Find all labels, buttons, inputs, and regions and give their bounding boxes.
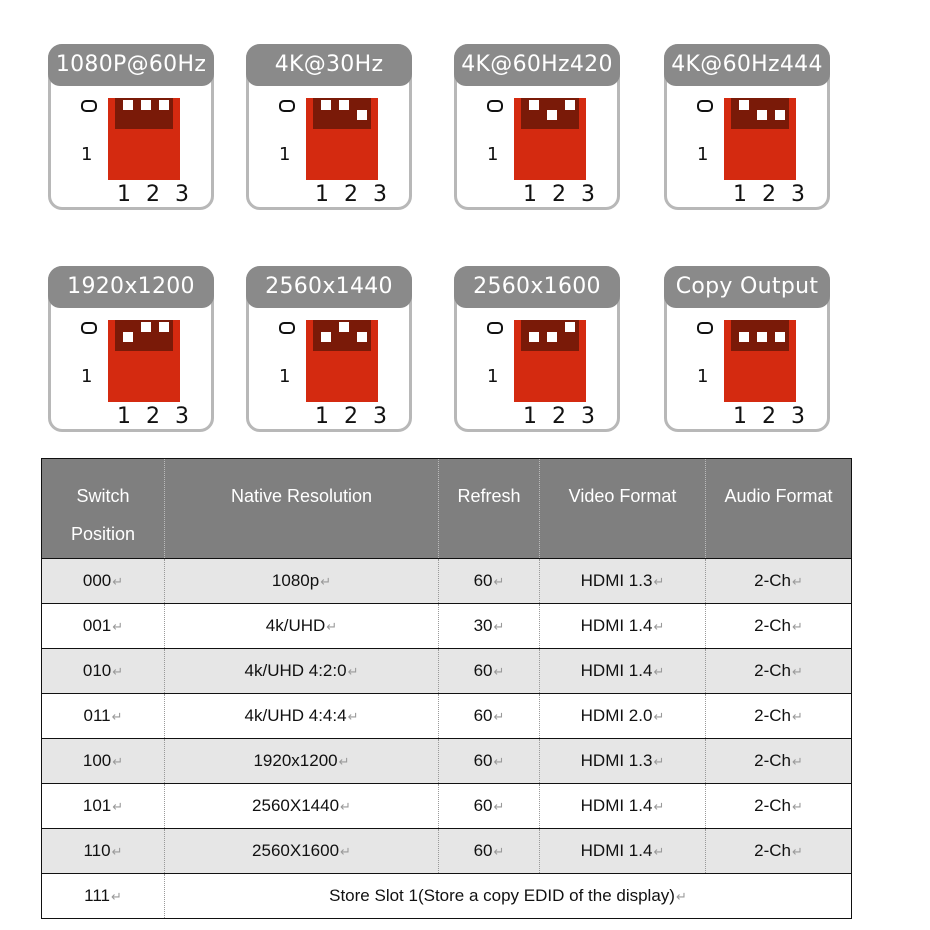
dip-switch-knob	[529, 332, 539, 342]
off-position-label	[487, 322, 503, 334]
switch-numbers: 1 2 3	[315, 404, 391, 429]
cell-video-format: HDMI 1.4↵	[540, 649, 706, 694]
on-position-label: 1	[697, 144, 709, 165]
dip-switch-icon	[724, 320, 796, 402]
cell-native-resolution: 4k/UHD↵	[165, 604, 439, 649]
cell-refresh: 60↵	[439, 649, 540, 694]
cell-video-format: HDMI 1.4↵	[540, 784, 706, 829]
off-position-label	[81, 100, 97, 112]
cell-switch-position: 000↵	[42, 559, 165, 604]
dip-switch-icon	[514, 98, 586, 180]
off-position-label	[279, 100, 295, 112]
cell-audio-format: 2-Ch↵	[706, 649, 852, 694]
dip-switch-knob	[357, 332, 367, 342]
dip-card	[454, 44, 620, 210]
dip-switch-knob	[339, 322, 349, 332]
dip-switch-knob	[565, 322, 575, 332]
on-position-label: 1	[697, 366, 709, 387]
cell-video-format: HDMI 1.3↵	[540, 559, 706, 604]
cell-native-resolution: 4k/UHD 4:4:4↵	[165, 694, 439, 739]
dip-card-title: 4K@60Hz444	[664, 44, 830, 86]
cell-switch-position: 101↵	[42, 784, 165, 829]
dip-switch-icon	[306, 98, 378, 180]
dip-switch-knob	[357, 110, 367, 120]
off-position-label	[279, 322, 295, 334]
dip-card-title: 4K@30Hz	[246, 44, 412, 86]
dip-card	[246, 44, 412, 210]
cell-audio-format: 2-Ch↵	[706, 829, 852, 874]
switch-numbers: 1 2 3	[733, 182, 809, 207]
cell-refresh: 60↵	[439, 559, 540, 604]
cell-switch-position: 011↵	[42, 694, 165, 739]
header-native-resolution: Native Resolution	[165, 459, 439, 559]
dip-switch-icon	[108, 320, 180, 402]
dip-switch-icon	[514, 320, 586, 402]
cell-switch-position: 100↵	[42, 739, 165, 784]
cell-refresh: 60↵	[439, 739, 540, 784]
on-position-label: 1	[81, 144, 93, 165]
cell-native-resolution: 2560X1440↵	[165, 784, 439, 829]
dip-card-title: 1080P@60Hz	[48, 44, 214, 86]
dip-switch-knob	[565, 100, 575, 110]
off-position-label	[697, 100, 713, 112]
dip-card-title: 1920x1200	[48, 266, 214, 308]
dip-switch-knob	[159, 100, 169, 110]
table-row	[42, 874, 852, 919]
table-row	[42, 829, 852, 874]
dip-card-title: 2560x1600	[454, 266, 620, 308]
switch-numbers: 1 2 3	[523, 404, 599, 429]
dip-switch-knob	[739, 332, 749, 342]
dip-switch-knob	[339, 100, 349, 110]
on-position-label: 1	[487, 366, 499, 387]
header-video-format: Video Format	[540, 459, 706, 559]
cell-refresh: 60↵	[439, 694, 540, 739]
cell-native-resolution: 4k/UHD 4:2:0↵	[165, 649, 439, 694]
cell-native-resolution: 2560X1600↵	[165, 829, 439, 874]
on-position-label: 1	[279, 366, 291, 387]
cell-video-format: HDMI 2.0↵	[540, 694, 706, 739]
cell-store-slot-description: Store Slot 1(Store a copy EDID of the display)↵	[165, 874, 852, 919]
dip-switch-icon	[724, 98, 796, 180]
dip-switch-knob	[757, 110, 767, 120]
switch-numbers: 1 2 3	[315, 182, 391, 207]
table-body	[42, 559, 852, 919]
switch-numbers: 1 2 3	[733, 404, 809, 429]
cell-audio-format: 2-Ch↵	[706, 694, 852, 739]
dip-switch-knob	[529, 100, 539, 110]
dip-switch-knob	[123, 100, 133, 110]
dip-switch-icon	[306, 320, 378, 402]
table-row	[42, 604, 852, 649]
table-row	[42, 739, 852, 784]
dip-card-title: 4K@60Hz420	[454, 44, 620, 86]
cell-audio-format: 2-Ch↵	[706, 604, 852, 649]
dip-card	[664, 44, 830, 210]
cell-audio-format: 2-Ch↵	[706, 784, 852, 829]
dip-switch-knob	[321, 100, 331, 110]
dip-card	[454, 266, 620, 432]
cell-audio-format: 2-Ch↵	[706, 559, 852, 604]
edid-switch-table	[41, 458, 852, 919]
table-row	[42, 784, 852, 829]
table-header-row	[42, 459, 852, 559]
cell-native-resolution: 1920x1200↵	[165, 739, 439, 784]
dip-switch-knob	[775, 332, 785, 342]
cell-audio-format: 2-Ch↵	[706, 739, 852, 784]
header-switch-position: Switch Position	[42, 459, 165, 559]
on-position-label: 1	[279, 144, 291, 165]
off-position-label	[81, 322, 97, 334]
off-position-label	[487, 100, 503, 112]
cell-switch-position: 010↵	[42, 649, 165, 694]
switch-numbers: 1 2 3	[117, 182, 193, 207]
dip-switch-knob	[739, 100, 749, 110]
cell-video-format: HDMI 1.4↵	[540, 829, 706, 874]
cell-switch-position: 111↵	[42, 874, 165, 919]
dip-card	[48, 266, 214, 432]
dip-switch-knob	[775, 110, 785, 120]
switch-numbers: 1 2 3	[523, 182, 599, 207]
dip-switch-knob	[547, 110, 557, 120]
table-row	[42, 694, 852, 739]
header-refresh: Refresh	[439, 459, 540, 559]
cell-switch-position: 110↵	[42, 829, 165, 874]
dip-card	[48, 44, 214, 210]
dip-card-title: Copy Output	[664, 266, 830, 308]
on-position-label: 1	[487, 144, 499, 165]
cell-refresh: 60↵	[439, 784, 540, 829]
on-position-label: 1	[81, 366, 93, 387]
cell-video-format: HDMI 1.3↵	[540, 739, 706, 784]
dip-card	[664, 266, 830, 432]
dip-switch-knob	[547, 332, 557, 342]
cell-switch-position: 001↵	[42, 604, 165, 649]
dip-switch-knob	[141, 322, 151, 332]
header-audio-format: Audio Format	[706, 459, 852, 559]
dip-switch-knob	[159, 322, 169, 332]
dip-switch-knob	[123, 332, 133, 342]
cell-refresh: 30↵	[439, 604, 540, 649]
dip-switch-icon	[108, 98, 180, 180]
dip-switch-knob	[757, 332, 767, 342]
dip-switch-knob	[321, 332, 331, 342]
table-row	[42, 649, 852, 694]
switch-numbers: 1 2 3	[117, 404, 193, 429]
dip-switch-knob	[141, 100, 151, 110]
dip-card	[246, 266, 412, 432]
off-position-label	[697, 322, 713, 334]
cell-refresh: 60↵	[439, 829, 540, 874]
cell-video-format: HDMI 1.4↵	[540, 604, 706, 649]
dip-card-title: 2560x1440	[246, 266, 412, 308]
table-row	[42, 559, 852, 604]
cell-native-resolution: 1080p↵	[165, 559, 439, 604]
